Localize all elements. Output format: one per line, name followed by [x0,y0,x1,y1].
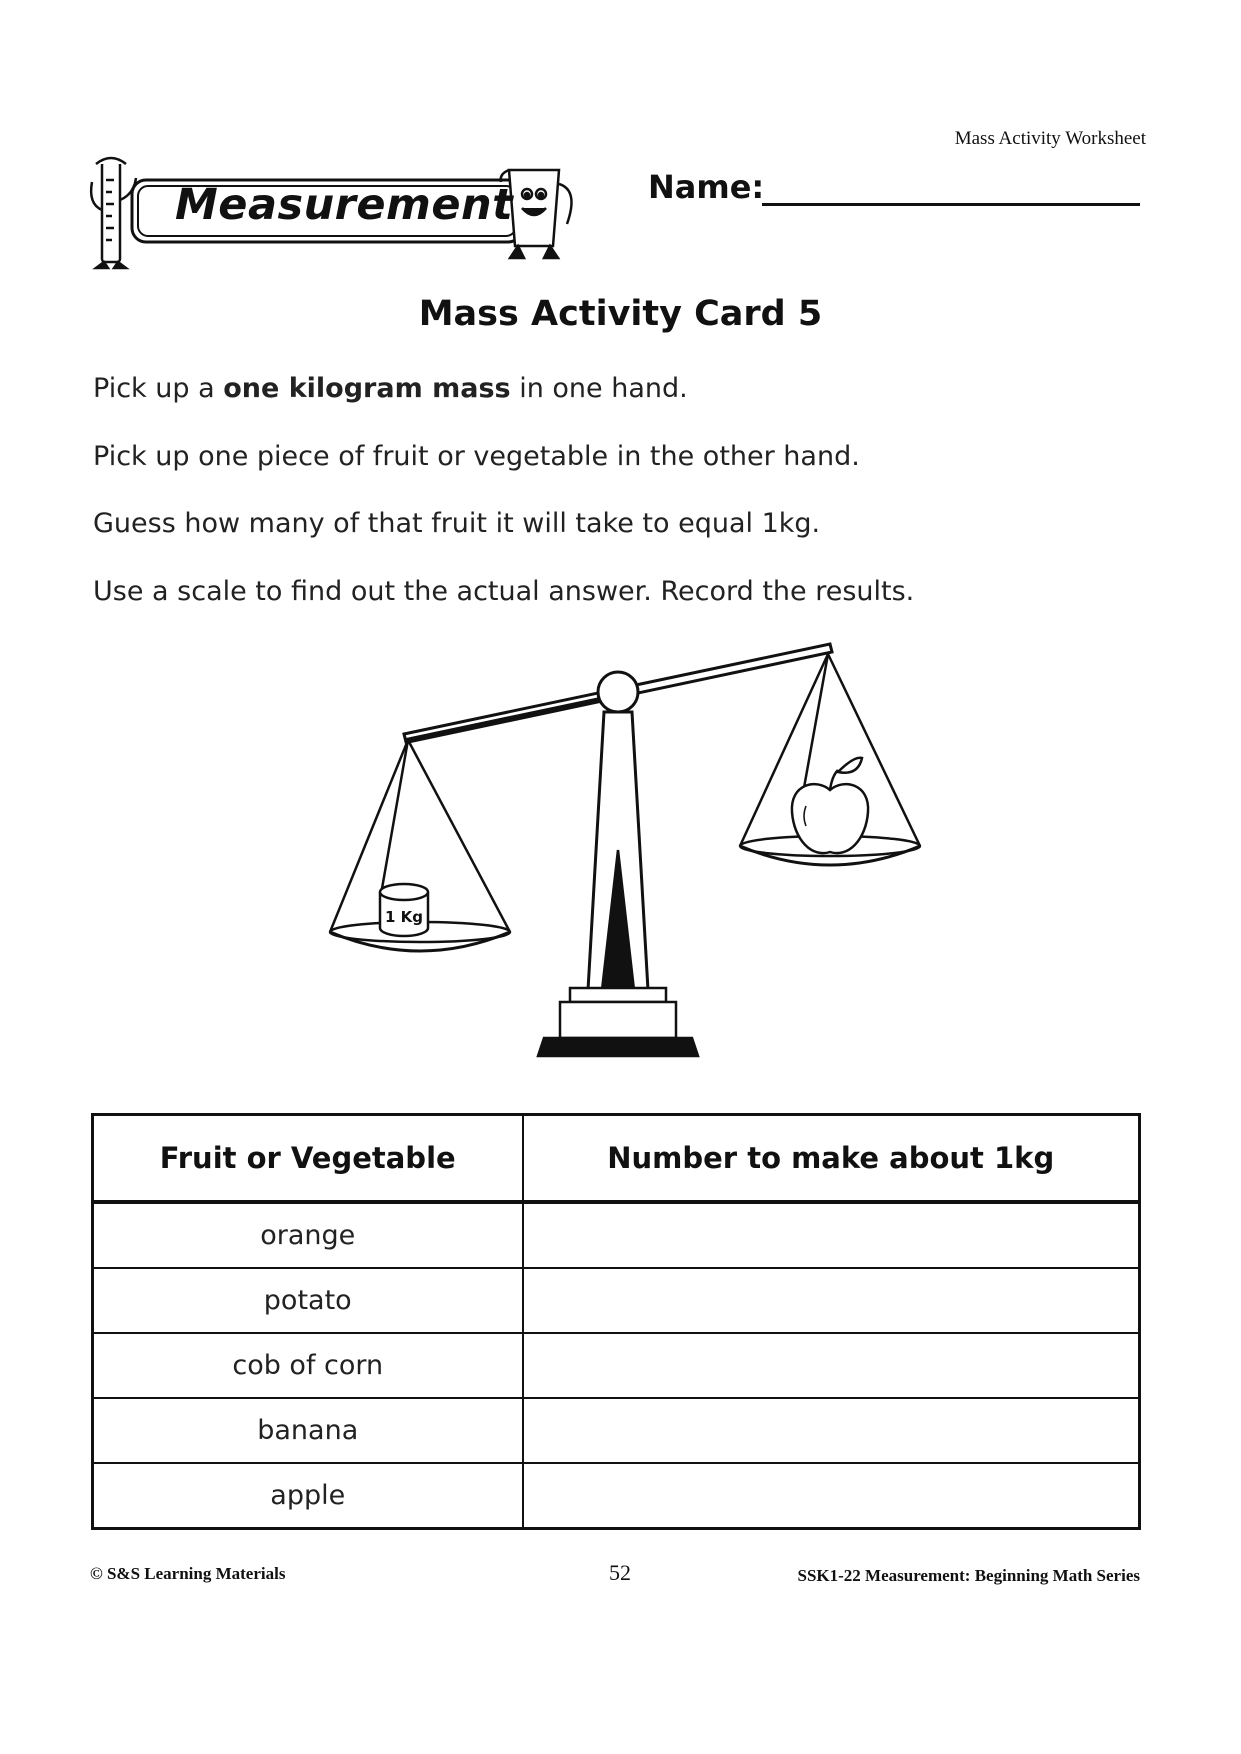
instruction-2: Pick up one piece of fruit or vegetable in the other hand. [93,441,860,472]
banner-title: Measurement [175,180,514,230]
answer-cell[interactable] [523,1268,1140,1333]
table-row [93,1398,1140,1463]
results-table [91,1113,1141,1530]
instruction-1-bold: one kilogram mass [223,373,511,404]
answer-cell[interactable] [523,1202,1140,1268]
instruction-1-after: in one hand. [510,373,688,404]
item-cell: apple [93,1463,523,1529]
table-header-row [93,1115,1140,1203]
table-row [93,1268,1140,1333]
worksheet-label: Mass Activity Worksheet [954,128,1146,149]
answer-cell[interactable] [523,1333,1140,1398]
instruction-1-before: Pick up a [93,373,224,404]
item-cell: potato [93,1268,523,1333]
item-cell: orange [93,1202,523,1268]
answer-cell[interactable] [523,1398,1140,1463]
apple-icon [792,758,868,853]
instruction-4: Use a scale to find out the actual answer. Record the results. [93,576,915,607]
instruction-1 [93,373,688,404]
instruction-3: Guess how many of that fruit it will take to equal 1kg. [93,508,821,539]
header-number-to-make-1kg: Number to make about 1kg [523,1115,1140,1203]
footer-copyright: © S&S Learning Materials [90,1564,286,1583]
name-field-line[interactable] [762,203,1140,206]
table-row [93,1202,1140,1268]
footer-series: SSK1-22 Measurement: Beginning Math Series [797,1566,1140,1585]
weight-label: 1 Kg [384,908,424,926]
balance-scale-icon [300,630,960,1070]
table-row [93,1333,1140,1398]
kilogram-weight-icon [380,884,428,936]
name-label: Name: [648,168,765,206]
footer-page-number: 52 [609,1560,631,1585]
answer-cell[interactable] [523,1463,1140,1529]
card-title: Mass Activity Card 5 [418,294,823,334]
item-cell: banana [93,1398,523,1463]
ruler-character-icon [91,158,136,268]
item-cell: cob of corn [93,1333,523,1398]
header-fruit-or-vegetable: Fruit or Vegetable [93,1115,523,1203]
table-row [93,1463,1140,1529]
